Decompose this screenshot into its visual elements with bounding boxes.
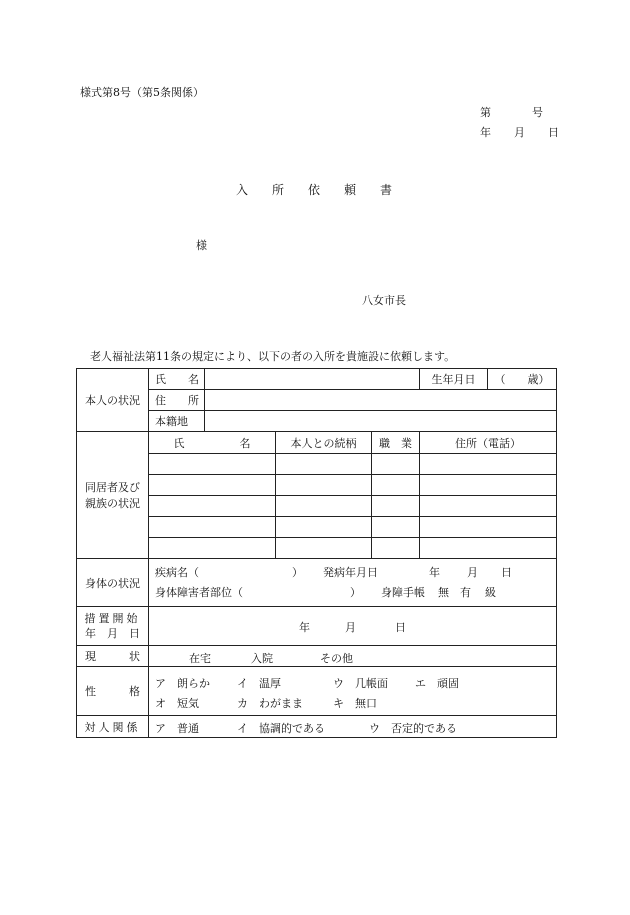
- current-status-label: 現 状: [77, 646, 149, 667]
- disease-line: [155, 563, 556, 583]
- issue-date-line: 年 月 日: [480, 126, 565, 139]
- body-condition-cell[interactable]: [149, 559, 557, 607]
- family-row: [77, 517, 557, 538]
- relations-option[interactable]: ア 普通: [155, 722, 199, 735]
- domicile-label: 本籍地: [149, 411, 205, 432]
- book-yes[interactable]: 有: [460, 585, 471, 599]
- family-row: [77, 538, 557, 559]
- character-option[interactable]: カ わがまま: [237, 697, 303, 710]
- family-address-cell[interactable]: [420, 454, 557, 475]
- character-option[interactable]: エ 頑固: [415, 677, 459, 690]
- book-grade: 級: [485, 585, 496, 599]
- book-none[interactable]: 無: [438, 585, 449, 599]
- family-label-line2: 親族の状況: [85, 497, 140, 510]
- character-cell: [149, 667, 557, 716]
- family-row: [77, 454, 557, 475]
- family-header-name: 氏 名: [149, 432, 276, 454]
- measure-date-cell[interactable]: [149, 607, 557, 646]
- disability-line: [155, 583, 556, 603]
- disease-close: ）: [292, 565, 303, 579]
- domicile-field[interactable]: [205, 411, 557, 432]
- family-label-line1: 同居者及び: [85, 481, 140, 494]
- status-hospital[interactable]: 入院: [251, 652, 273, 665]
- onset-year: 年: [429, 565, 440, 579]
- measure-label-line2: 年 月 日: [85, 627, 140, 640]
- birthdate-label: 生年月日: [420, 369, 488, 390]
- family-relation-cell[interactable]: [276, 538, 372, 559]
- family-address-cell[interactable]: [420, 475, 557, 496]
- family-occupation-cell[interactable]: [372, 517, 420, 538]
- address-field[interactable]: [205, 390, 557, 411]
- family-occupation-cell[interactable]: [372, 496, 420, 517]
- measure-month: 月: [345, 621, 356, 634]
- issuer: 八女市長: [362, 294, 406, 307]
- person-section-label: 本人の状況: [77, 369, 149, 432]
- disability-close: ）: [350, 585, 361, 599]
- family-relation-cell[interactable]: [276, 517, 372, 538]
- name-label: 氏 名: [149, 369, 205, 390]
- onset-label: 発病年月日: [323, 565, 378, 579]
- family-header-occupation: 職 業: [372, 432, 420, 454]
- character-option[interactable]: イ 温厚: [237, 677, 281, 690]
- disability-part-label: 身体障害者部位（: [155, 585, 243, 599]
- character-option[interactable]: ウ 几帳面: [333, 677, 388, 690]
- family-address-cell[interactable]: [420, 496, 557, 517]
- family-relation-cell[interactable]: [276, 454, 372, 475]
- measure-label-line1: 措置開始: [84, 612, 141, 625]
- name-field[interactable]: [205, 369, 420, 390]
- form-number: 様式第8号（第5条関係）: [80, 86, 204, 99]
- family-address-cell[interactable]: [420, 517, 557, 538]
- measure-start-label: [77, 607, 149, 646]
- family-row: [77, 475, 557, 496]
- status-home[interactable]: 在宅: [189, 652, 211, 665]
- current-status-cell: [149, 646, 557, 667]
- request-form-table: [76, 368, 557, 738]
- family-occupation-cell[interactable]: [372, 538, 420, 559]
- family-header-relation: 本人との続柄: [276, 432, 372, 454]
- document-number-line: 第 号: [480, 106, 545, 119]
- document-title: 入 所 依 頼 書: [236, 183, 393, 197]
- family-relation-cell[interactable]: [276, 475, 372, 496]
- family-name-cell[interactable]: [149, 496, 276, 517]
- character-option[interactable]: ア 朗らか: [155, 677, 210, 690]
- family-occupation-cell[interactable]: [372, 475, 420, 496]
- family-name-cell[interactable]: [149, 517, 276, 538]
- relations-label: 対人関係: [77, 716, 149, 738]
- family-name-cell[interactable]: [149, 475, 276, 496]
- relations-option[interactable]: ウ 否定的である: [369, 722, 457, 735]
- disease-label: 疾病名（: [155, 565, 199, 579]
- disability-book-label: 身障手帳: [381, 585, 425, 599]
- family-header-address: 住所（電話）: [420, 432, 557, 454]
- onset-day: 日: [501, 565, 512, 579]
- onset-month: 月: [467, 565, 478, 579]
- family-name-cell[interactable]: [149, 454, 276, 475]
- addressee-suffix: 様: [196, 239, 207, 252]
- family-row: [77, 496, 557, 517]
- status-other[interactable]: その他: [320, 652, 353, 665]
- relations-option[interactable]: イ 協調的である: [237, 722, 325, 735]
- address-label: 住 所: [149, 390, 205, 411]
- character-label: 性 格: [77, 667, 149, 716]
- relations-cell: [149, 716, 557, 738]
- body-section-label: 身体の状況: [77, 559, 149, 607]
- character-option[interactable]: キ 無口: [333, 697, 377, 710]
- family-relation-cell[interactable]: [276, 496, 372, 517]
- family-occupation-cell[interactable]: [372, 454, 420, 475]
- family-name-cell[interactable]: [149, 538, 276, 559]
- character-option[interactable]: オ 短気: [155, 697, 199, 710]
- family-address-cell[interactable]: [420, 538, 557, 559]
- measure-day: 日: [395, 621, 406, 634]
- family-section-label: [77, 432, 149, 559]
- measure-year: 年: [299, 621, 310, 634]
- age-field[interactable]: （ 歳）: [488, 369, 557, 390]
- intro-text: 老人福祉法第11条の規定により、以下の者の入所を貴施設に依頼します。: [90, 350, 456, 363]
